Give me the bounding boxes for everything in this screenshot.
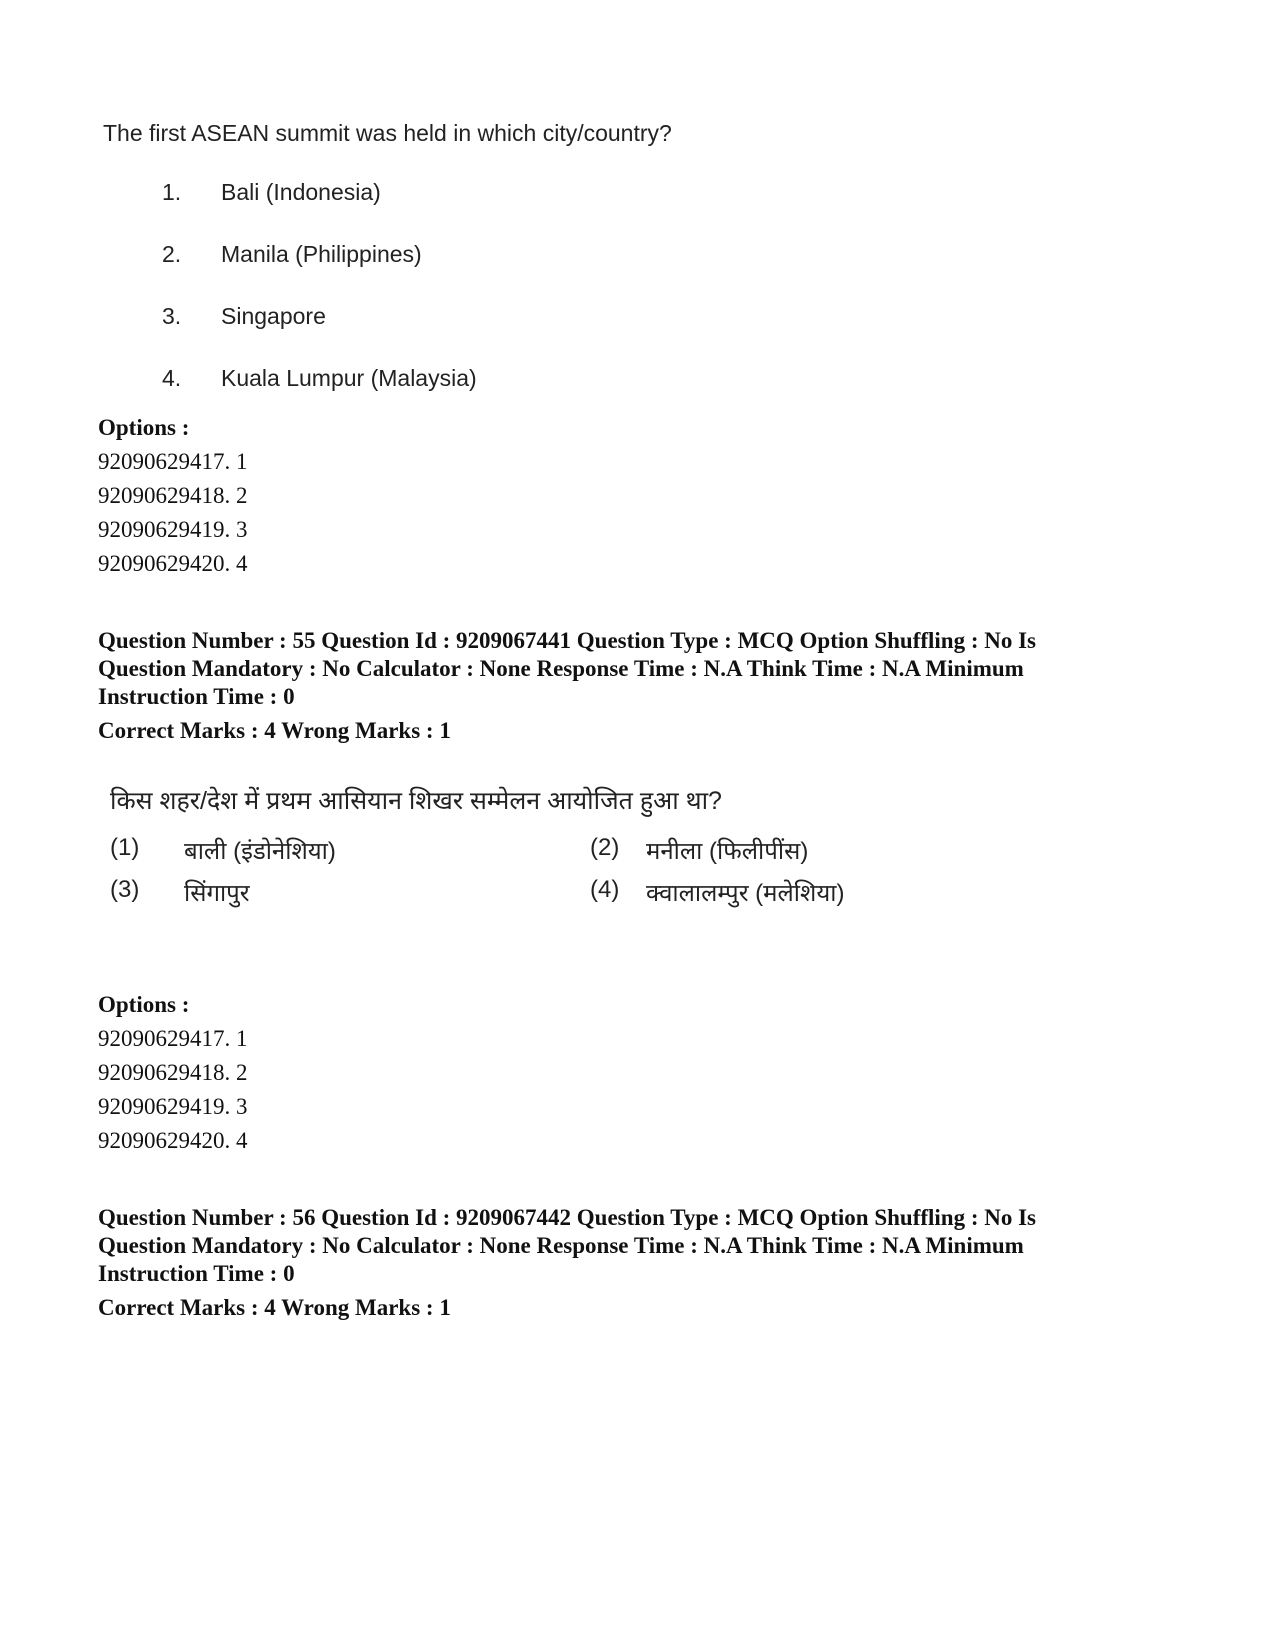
question-text-english: The first ASEAN summit was held in which city/country? — [103, 120, 672, 146]
option-text: सिंगापुर — [184, 880, 250, 907]
option-text: बाली (इंडोनेशिया) — [184, 838, 336, 865]
marks-line: Correct Marks : 4 Wrong Marks : 1 — [98, 718, 451, 743]
english-option-2 — [162, 241, 422, 268]
option-id-4: 92090629420. 4 — [98, 1128, 248, 1153]
option-number: (2) — [590, 834, 620, 861]
option-text: Manila (Philippines) — [221, 241, 422, 267]
option-number: (3) — [110, 876, 140, 903]
meta-line-2: Question Mandatory : No Calculator : None Response Time : N.A Think Time : N.A Minimum — [98, 656, 1024, 681]
q56-meta — [98, 1204, 1188, 1322]
option-number: (1) — [110, 834, 140, 861]
option-number: (4) — [590, 876, 620, 903]
option-text: Singapore — [221, 303, 326, 329]
option-text: क्वालालम्पुर (मलेशिया) — [646, 880, 845, 907]
q55-meta — [98, 627, 1188, 745]
option-id-1: 92090629417. 1 — [98, 449, 248, 474]
meta-line-1: Question Number : 55 Question Id : 9209067441 Question Type : MCQ Option Shuffling : No Is — [98, 628, 1037, 653]
option-number: 4. — [162, 365, 182, 391]
option-id-4: 92090629420. 4 — [98, 551, 248, 576]
option-text: मनीला (फिलीपींस) — [646, 838, 809, 865]
options-heading: Options : — [98, 415, 190, 440]
option-text: Kuala Lumpur (Malaysia) — [221, 365, 477, 391]
option-number: 1. — [162, 179, 182, 205]
q54-options-block — [98, 411, 248, 581]
option-id-2: 92090629418. 2 — [98, 1060, 248, 1085]
hindi-option-4 — [590, 876, 844, 909]
option-id-2: 92090629418. 2 — [98, 483, 248, 508]
meta-line-2: Question Mandatory : No Calculator : None Response Time : N.A Think Time : N.A Minimum — [98, 1233, 1024, 1258]
meta-line-1: Question Number : 56 Question Id : 9209067442 Question Type : MCQ Option Shuffling : No Is — [98, 1205, 1037, 1230]
meta-line-3: Instruction Time : 0 — [98, 684, 295, 709]
hindi-option-3 — [110, 876, 250, 909]
marks-line: Correct Marks : 4 Wrong Marks : 1 — [98, 1295, 451, 1320]
options-heading: Options : — [98, 992, 190, 1017]
option-id-3: 92090629419. 3 — [98, 1094, 248, 1119]
question-text-hindi: किस शहर/देश में प्रथम आसियान शिखर सम्मेलन आयोजित हुआ था? — [110, 787, 722, 815]
meta-line-3: Instruction Time : 0 — [98, 1261, 295, 1286]
english-option-3 — [162, 303, 326, 330]
english-option-4 — [162, 365, 477, 392]
hindi-option-2 — [590, 834, 808, 867]
option-number: 2. — [162, 241, 182, 267]
option-id-3: 92090629419. 3 — [98, 517, 248, 542]
english-option-1 — [162, 179, 381, 206]
option-id-1: 92090629417. 1 — [98, 1026, 248, 1051]
hindi-option-1 — [110, 834, 336, 867]
option-text: Bali (Indonesia) — [221, 179, 381, 205]
option-number: 3. — [162, 303, 182, 329]
q55-options-block — [98, 988, 248, 1158]
